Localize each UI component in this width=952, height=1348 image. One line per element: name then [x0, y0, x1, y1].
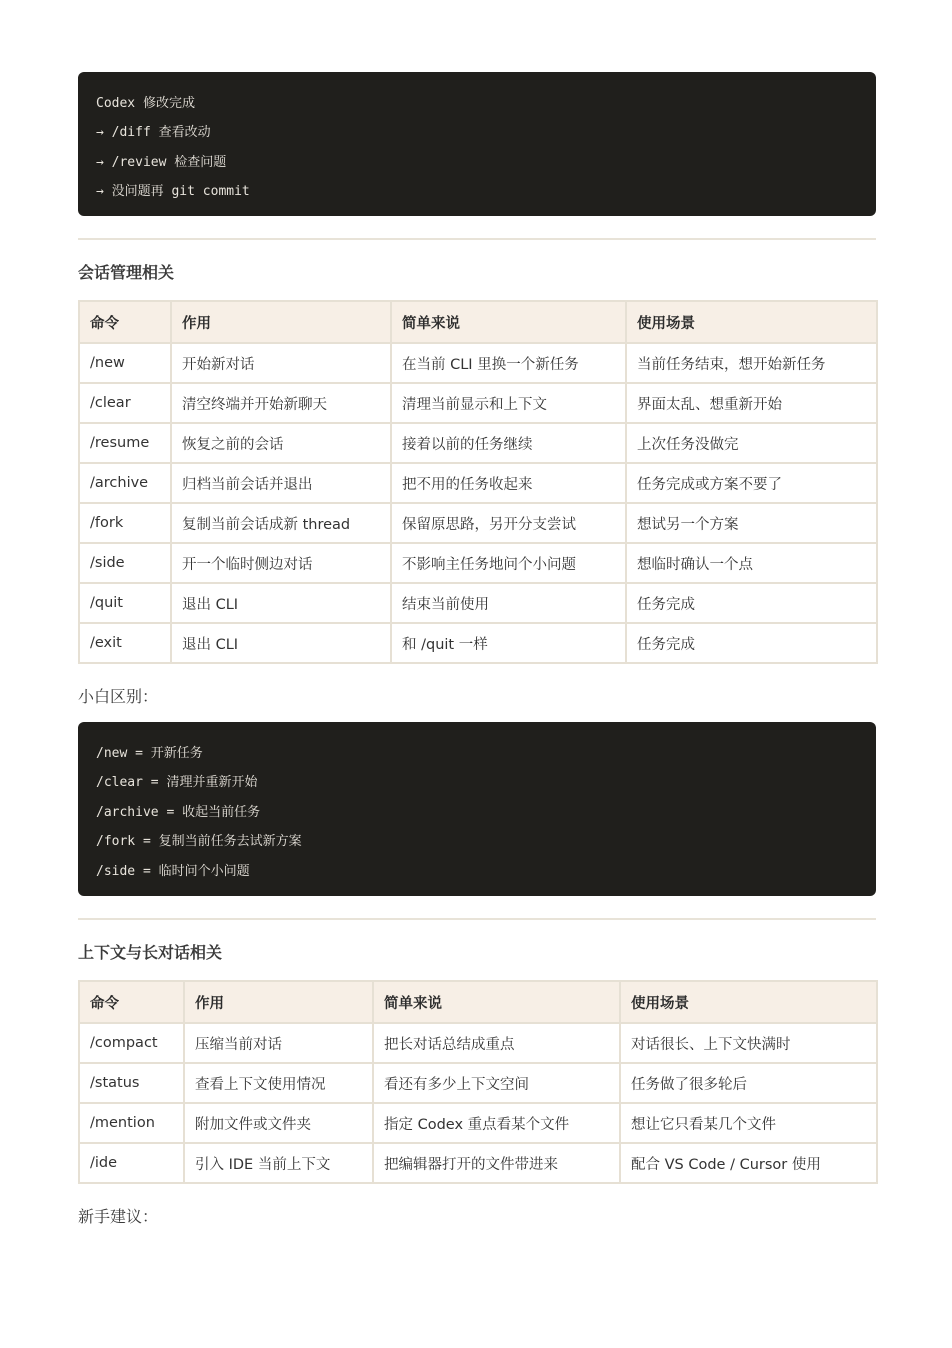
cell-command: /archive	[79, 463, 171, 503]
cell-purpose: 退出 CLI	[171, 583, 391, 623]
table-row	[79, 383, 877, 423]
table-row	[79, 1063, 877, 1103]
cell-scenario: 上次任务没做完	[626, 423, 877, 463]
cell-purpose: 清空终端并开始新聊天	[171, 383, 391, 423]
cell-summary: 看还有多少上下文空间	[373, 1063, 620, 1103]
cell-summary: 和 /quit 一样	[391, 623, 626, 663]
cell-purpose: 退出 CLI	[171, 623, 391, 663]
column-header: 使用场景	[626, 301, 877, 343]
cell-scenario: 任务完成	[626, 623, 877, 663]
table-row	[79, 1143, 877, 1183]
cell-scenario: 想让它只看某几个文件	[620, 1103, 877, 1143]
table-row	[79, 543, 877, 583]
cell-command: /new	[79, 343, 171, 383]
cell-summary: 保留原思路，另开分支尝试	[391, 503, 626, 543]
cell-purpose: 查看上下文使用情况	[184, 1063, 373, 1103]
cell-summary: 指定 Codex 重点看某个文件	[373, 1103, 620, 1143]
cell-command: /resume	[79, 423, 171, 463]
column-header: 命令	[79, 981, 184, 1023]
code-line: → /diff 查看改动	[96, 125, 211, 141]
table-row	[79, 463, 877, 503]
divider	[78, 918, 876, 920]
column-header: 作用	[184, 981, 373, 1023]
table-row	[79, 623, 877, 663]
cell-purpose: 复制当前会话成新 thread	[171, 503, 391, 543]
table-header-row	[79, 981, 877, 1023]
cell-scenario: 配合 VS Code / Cursor 使用	[620, 1143, 877, 1183]
cell-scenario: 任务完成	[626, 583, 877, 623]
context-commands-table	[78, 980, 878, 1184]
section-heading-session: 会话管理相关	[78, 263, 175, 282]
code-block-differences	[78, 722, 876, 896]
table-row	[79, 1103, 877, 1143]
cell-purpose: 开始新对话	[171, 343, 391, 383]
cell-scenario: 界面太乱、想重新开始	[626, 383, 877, 423]
code-line: → /review 检查问题	[96, 154, 227, 170]
column-header: 简单来说	[391, 301, 626, 343]
cell-scenario: 想临时确认一个点	[626, 543, 877, 583]
beginner-tips-label: 新手建议：	[78, 1207, 159, 1226]
cell-summary: 结束当前使用	[391, 583, 626, 623]
table-row	[79, 583, 877, 623]
code-line: Codex 修改完成	[96, 96, 195, 111]
cell-command: /ide	[79, 1143, 184, 1183]
cell-summary: 把长对话总结成重点	[373, 1023, 620, 1063]
cell-command: /fork	[79, 503, 171, 543]
cell-summary: 清理当前显示和上下文	[391, 383, 626, 423]
table-row	[79, 423, 877, 463]
cell-purpose: 恢复之前的会话	[171, 423, 391, 463]
cell-scenario: 想试另一个方案	[626, 503, 877, 543]
section-heading-context: 上下文与长对话相关	[78, 943, 223, 962]
cell-purpose: 开一个临时侧边对话	[171, 543, 391, 583]
cell-summary: 在当前 CLI 里换一个新任务	[391, 343, 626, 383]
column-header: 作用	[171, 301, 391, 343]
code-line: /new = 开新任务	[96, 746, 203, 761]
table-row	[79, 503, 877, 543]
code-line: /fork = 复制当前任务去试新方案	[96, 834, 302, 850]
cell-scenario: 任务做了很多轮后	[620, 1063, 877, 1103]
cell-summary: 接着以前的任务继续	[391, 423, 626, 463]
cell-command: /side	[79, 543, 171, 583]
cell-command: /status	[79, 1063, 184, 1103]
table-row	[79, 1023, 877, 1063]
cell-purpose: 附加文件或文件夹	[184, 1103, 373, 1143]
cell-summary: 不影响主任务地问个小问题	[391, 543, 626, 583]
column-header: 简单来说	[373, 981, 620, 1023]
cell-purpose: 归档当前会话并退出	[171, 463, 391, 503]
difference-label: 小白区别：	[78, 687, 159, 706]
cell-command: /quit	[79, 583, 171, 623]
code-block-workflow	[78, 72, 876, 216]
code-line: /archive = 收起当前任务	[96, 804, 261, 820]
cell-scenario: 任务完成或方案不要了	[626, 463, 877, 503]
column-header: 使用场景	[620, 981, 877, 1023]
cell-command: /clear	[79, 383, 171, 423]
code-line: → 没问题再 git commit	[96, 184, 250, 200]
code-line: /side = 临时问个小问题	[96, 863, 250, 879]
cell-purpose: 压缩当前对话	[184, 1023, 373, 1063]
table-header-row	[79, 301, 877, 343]
column-header: 命令	[79, 301, 171, 343]
cell-command: /mention	[79, 1103, 184, 1143]
cell-command: /exit	[79, 623, 171, 663]
divider	[78, 238, 876, 240]
cell-scenario: 当前任务结束，想开始新任务	[626, 343, 877, 383]
document-page	[78, 72, 876, 1228]
cell-summary: 把不用的任务收起来	[391, 463, 626, 503]
cell-scenario: 对话很长、上下文快满时	[620, 1023, 877, 1063]
table-row	[79, 343, 877, 383]
cell-purpose: 引入 IDE 当前上下文	[184, 1143, 373, 1183]
session-commands-table	[78, 300, 878, 664]
cell-summary: 把编辑器打开的文件带进来	[373, 1143, 620, 1183]
code-line: /clear = 清理并重新开始	[96, 775, 258, 791]
cell-command: /compact	[79, 1023, 184, 1063]
